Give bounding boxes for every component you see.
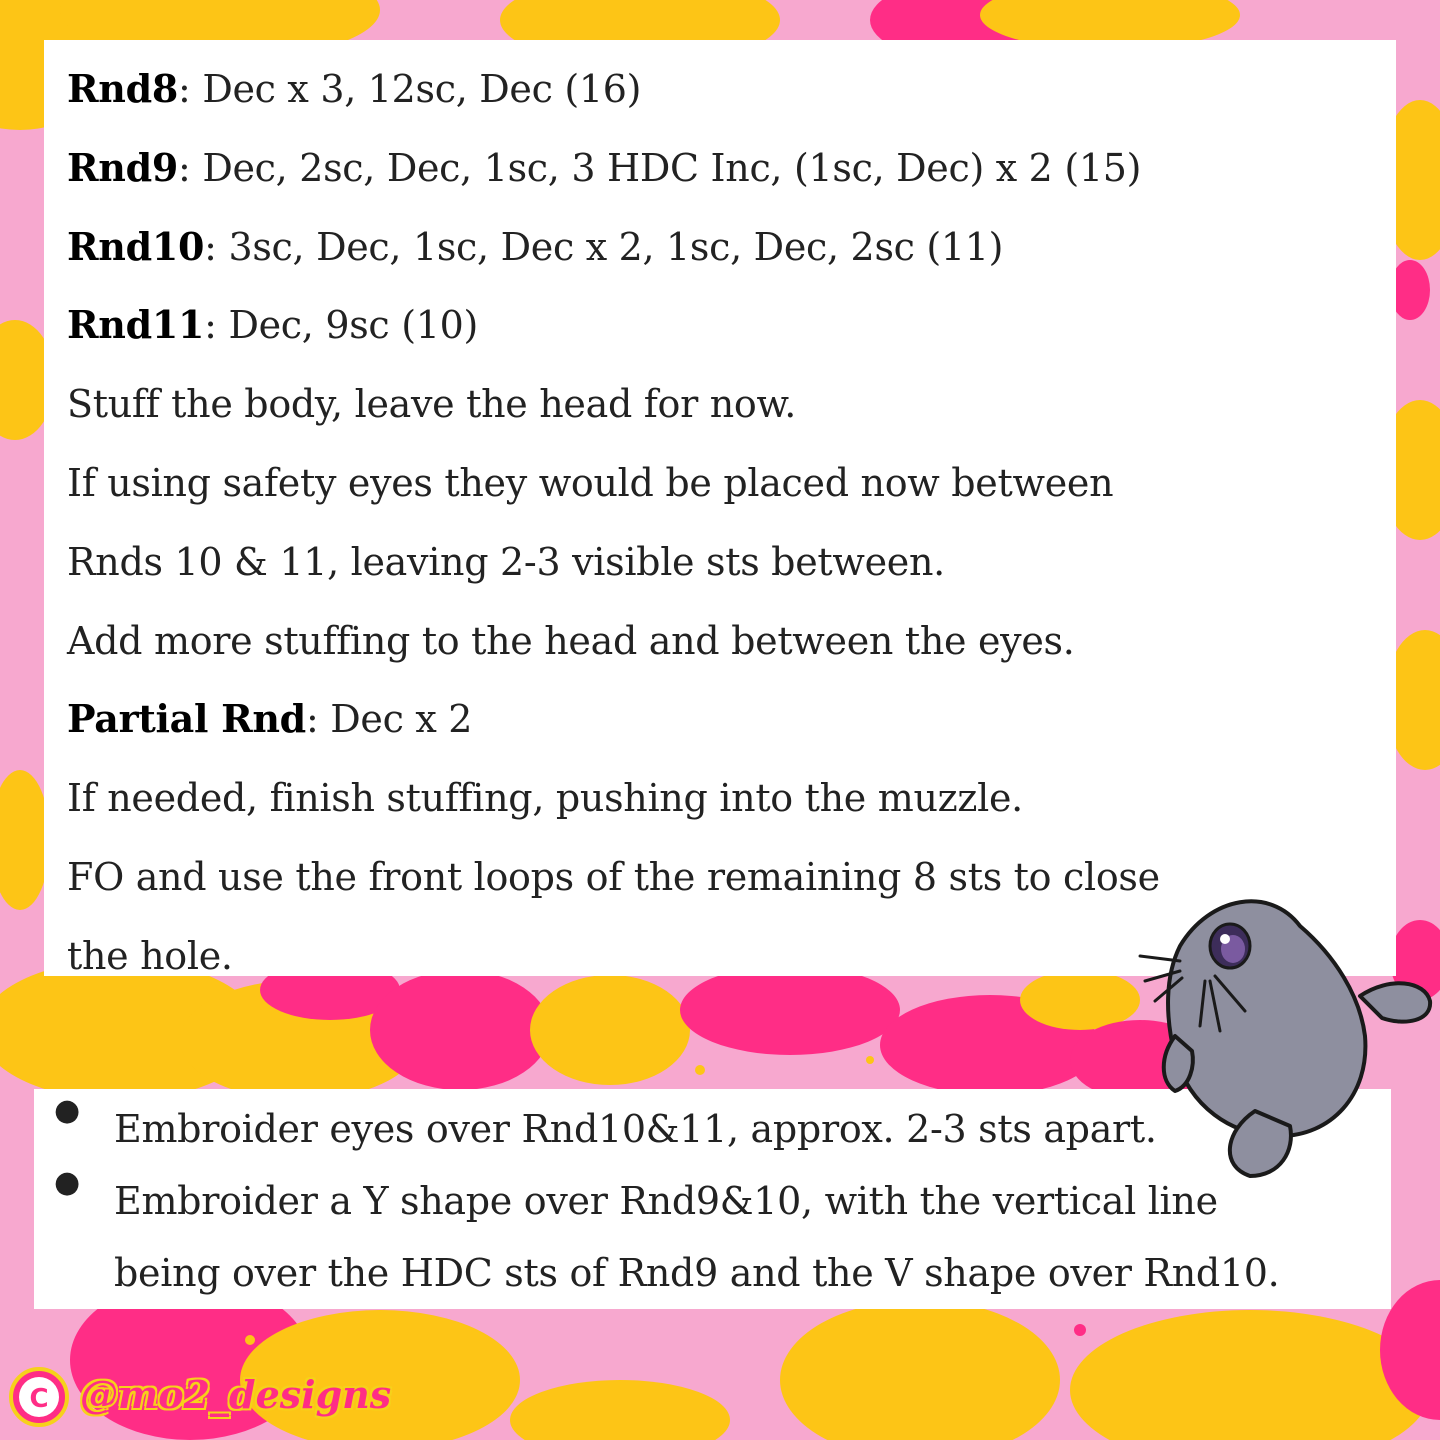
copyright-icon (2, 1363, 78, 1433)
round-label: Partial Rnd (67, 696, 306, 742)
note-text: Embroider eyes over Rnd10&11, approx. 2-3 sts apart. (114, 1107, 1157, 1151)
round-text: : Dec, 9sc (10) (204, 303, 478, 348)
bullet: ● (54, 1093, 80, 1128)
round-8 (67, 50, 1396, 129)
svg-text:C: C (29, 1384, 49, 1414)
round-10 (67, 208, 1396, 287)
seal-icon (1120, 886, 1440, 1186)
closing-line: FO and use the front loops of the remaining 8 sts to close (67, 854, 1160, 899)
note-text: being over the HDC sts of Rnd9 and the V shape over Rnd10. (114, 1251, 1280, 1295)
round-text: : Dec, 2sc, Dec, 1sc, 3 HDC Inc, (1sc, Dec) x 2 (15) (178, 145, 1142, 190)
instruction-line: Add more stuffing to the head and between the eyes. (67, 618, 1075, 663)
instruction-line: Rnds 10 & 11, leaving 2-3 visible sts between. (67, 539, 945, 584)
round-text: : Dec x 2 (305, 697, 473, 742)
credit-handle: @mo2_designs (80, 1372, 392, 1417)
bullet: ● (54, 1165, 80, 1200)
round-text: : 3sc, Dec, 1sc, Dec x 2, 1sc, Dec, 2sc (11) (204, 224, 1004, 269)
note-text: Embroider a Y shape over Rnd9&10, with the vertical line (114, 1179, 1218, 1223)
pattern-card (44, 40, 1396, 976)
round-label: Rnd9 (67, 144, 179, 190)
closing-line: If needed, finish stuffing, pushing into the muzzle. (67, 776, 1023, 821)
instruction-line: Stuff the body, leave the head for now. (67, 382, 797, 427)
round-9 (67, 129, 1396, 208)
note-item (34, 1165, 1391, 1309)
partial-round (67, 680, 1396, 759)
round-text: : Dec x 3, 12sc, Dec (16) (178, 67, 642, 111)
instruction-line: If using safety eyes they would be placed now between (67, 460, 1114, 505)
closing-line: the hole. (67, 933, 233, 978)
round-label: Rnd11 (67, 302, 205, 348)
round-label: Rnd8 (67, 66, 179, 111)
round-11 (67, 286, 1396, 365)
round-label: Rnd10 (67, 223, 205, 269)
